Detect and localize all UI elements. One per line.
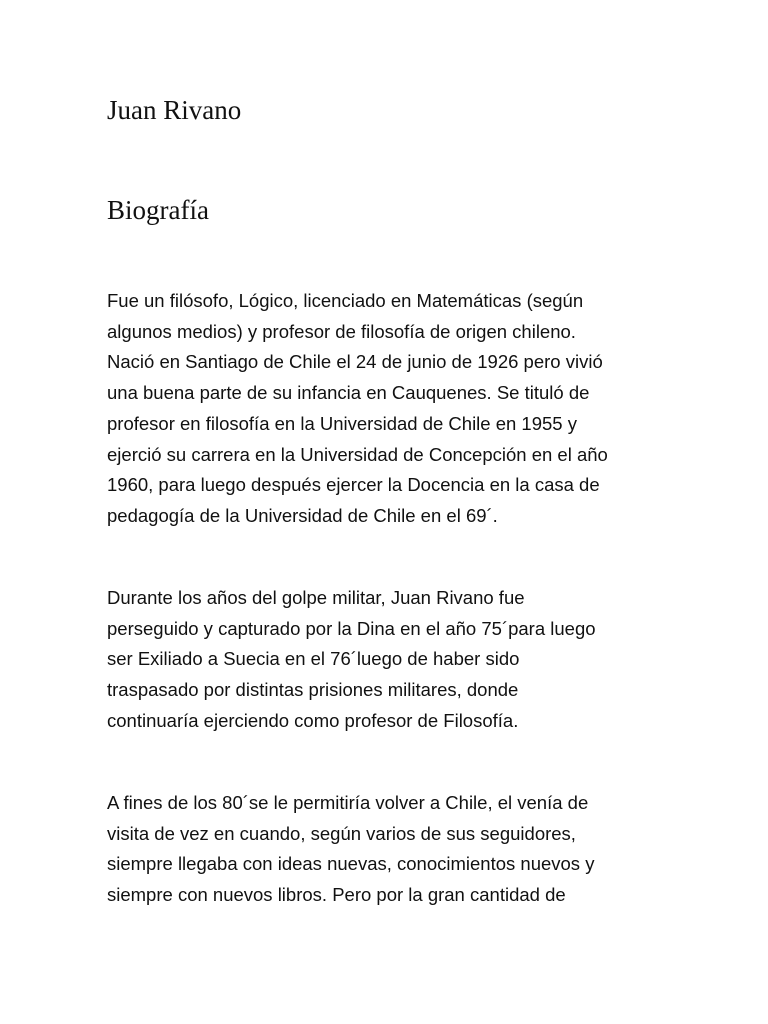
text-line: perseguido y capturado por la Dina en el año 75´para luego xyxy=(107,617,596,639)
text-line: Nació en Santiago de Chile el 24 de junio de 1926 pero vivió xyxy=(107,351,603,373)
paragraph-3 xyxy=(107,788,594,911)
text-line: visita de vez en cuando, según varios de sus seguidores, xyxy=(107,822,576,844)
text-line: pedagogía de la Universidad de Chile en el 69´. xyxy=(107,504,498,526)
section-heading: Biografía xyxy=(107,195,209,225)
text-line: una buena parte de su infancia en Cauquenes. Se tituló de xyxy=(107,382,590,404)
paragraph-1 xyxy=(107,286,608,532)
text-line: ser Exiliado a Suecia en el 76´luego de haber sido xyxy=(107,648,520,670)
text-line: continuaría ejerciendo como profesor de Filosofía. xyxy=(107,709,519,731)
text-line: ejerció su carrera en la Universidad de Concepción en el año xyxy=(107,443,608,465)
document-title: Juan Rivano xyxy=(107,95,242,125)
paragraph-2 xyxy=(107,583,596,737)
text-line: A fines de los 80´se le permitiría volver a Chile, el venía de xyxy=(107,792,589,813)
text-line: algunos medios) y profesor de filosofía de origen chileno. xyxy=(107,320,576,342)
text-line: traspasado por distintas prisiones militares, donde xyxy=(107,679,519,701)
text-line: 1960, para luego después ejercer la Docencia en la casa de xyxy=(107,474,600,496)
text-line: siempre con nuevos libros. Pero por la gran cantidad de xyxy=(107,884,566,906)
text-line: Durante los años del golpe militar, Juan Rivano fue xyxy=(107,587,525,608)
text-line: profesor en filosofía en la Universidad de Chile en 1955 y xyxy=(107,412,577,434)
text-line: siempre llegaba con ideas nuevas, conocimientos nuevos y xyxy=(107,853,595,875)
text-line: Fue un filósofo, Lógico, licenciado en Matemáticas (según xyxy=(107,290,584,311)
